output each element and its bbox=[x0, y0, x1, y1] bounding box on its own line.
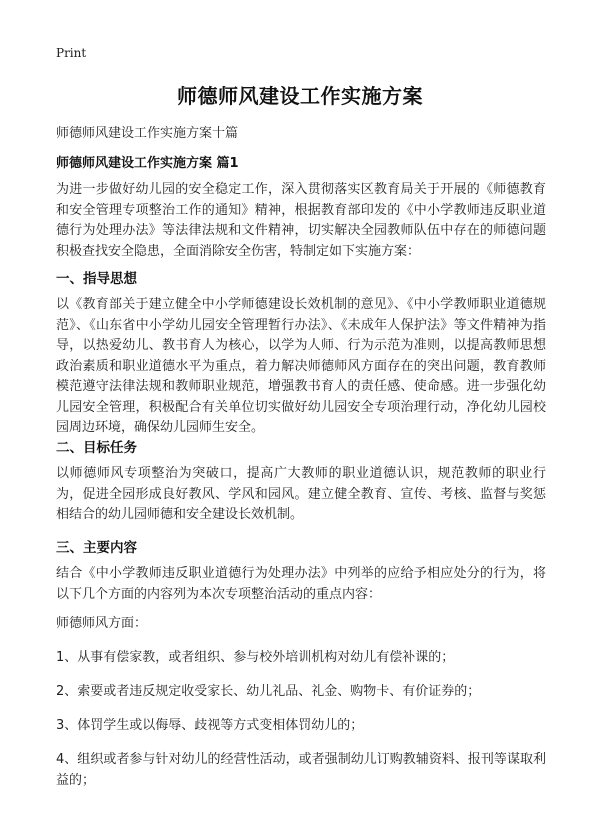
section-body-goals: 以师德师风专项整治为突破口，提高广大教师的职业道德认识，规范教师的职业行为，促进全园形成良好教风、学风和园风。建立健全教育、宣传、考核、监督与奖惩相结合的幼儿园师德和安全建设长效机制。 bbox=[56, 466, 546, 522]
sub-heading-conduct: 师德师风方面： bbox=[56, 616, 148, 631]
document-subtitle: 师德师风建设工作实施方案十篇 bbox=[56, 126, 239, 141]
section-body-guiding-ideology: 以《教育部关于建立健全中小学师德建设长效机制的意见》、《中小学教师职业道德规范》、《山东省中小学幼儿园安全管理暂行办法》、《未成年人保护法》等文件精神为指导，以热爱幼儿、教书育人为核心，以学为人师、行为示范为准则，以提高教师思想政治素质和职业道德水平为重点，着力解决师德师风方面存在的突出问题，教育教师模范遵守法律法规和教师职业规范，增强教书育人的责任感、使命感。进一步强化幼儿园安全管理，积极配合有关单位切实做好幼儿园安全专项治理行动，净化幼儿园校园周边环境，确保幼儿园师生安全。 bbox=[56, 297, 546, 435]
list-item: 3、体罚学生或以侮辱、歧视等方式变相体罚幼儿的； bbox=[56, 718, 364, 733]
section-heading-goals: 二、目标任务 bbox=[56, 440, 137, 456]
section-heading-guiding-ideology: 一、指导思想 bbox=[56, 271, 137, 287]
list-item: 1、从事有偿家教，或者组织、参与校外培训机构对幼儿有偿补课的； bbox=[56, 650, 455, 665]
article-heading: 师德师风建设工作实施方案 篇1 bbox=[56, 156, 239, 171]
print-label[interactable]: Print bbox=[56, 46, 87, 60]
document-title: 师德师风建设工作实施方案 bbox=[177, 84, 423, 108]
intro-paragraph: 为进一步做好幼儿园的安全稳定工作，深入贯彻落实区教育局关于开展的《师德教育和安全管理专项整治工作的通知》精神，根据教育部印发的《中小学教师违反职业道德行为处理办法》等法律法规和文件精神，切实解决全园教师队伍中存在的师德问题积极查找安全隐患，全面消除安全伤害，特制定如下实施方案： bbox=[56, 182, 546, 259]
list-item: 2、索要或者违反规定收受家长、幼儿礼品、礼金、购物卡、有价证券的； bbox=[56, 684, 481, 699]
list-item: 4、组织或者参与针对幼儿的经营性活动，或者强制幼儿订购教辅资料、报刊等谋取利益的； bbox=[56, 752, 546, 788]
section-heading-main-content: 三、主要内容 bbox=[56, 540, 137, 556]
section-body-main-content: 结合《中小学教师违反职业道德行为处理办法》中列举的应给予相应处分的行为，将以下几个方面的内容列为本次专项整治活动的重点内容： bbox=[56, 566, 546, 602]
